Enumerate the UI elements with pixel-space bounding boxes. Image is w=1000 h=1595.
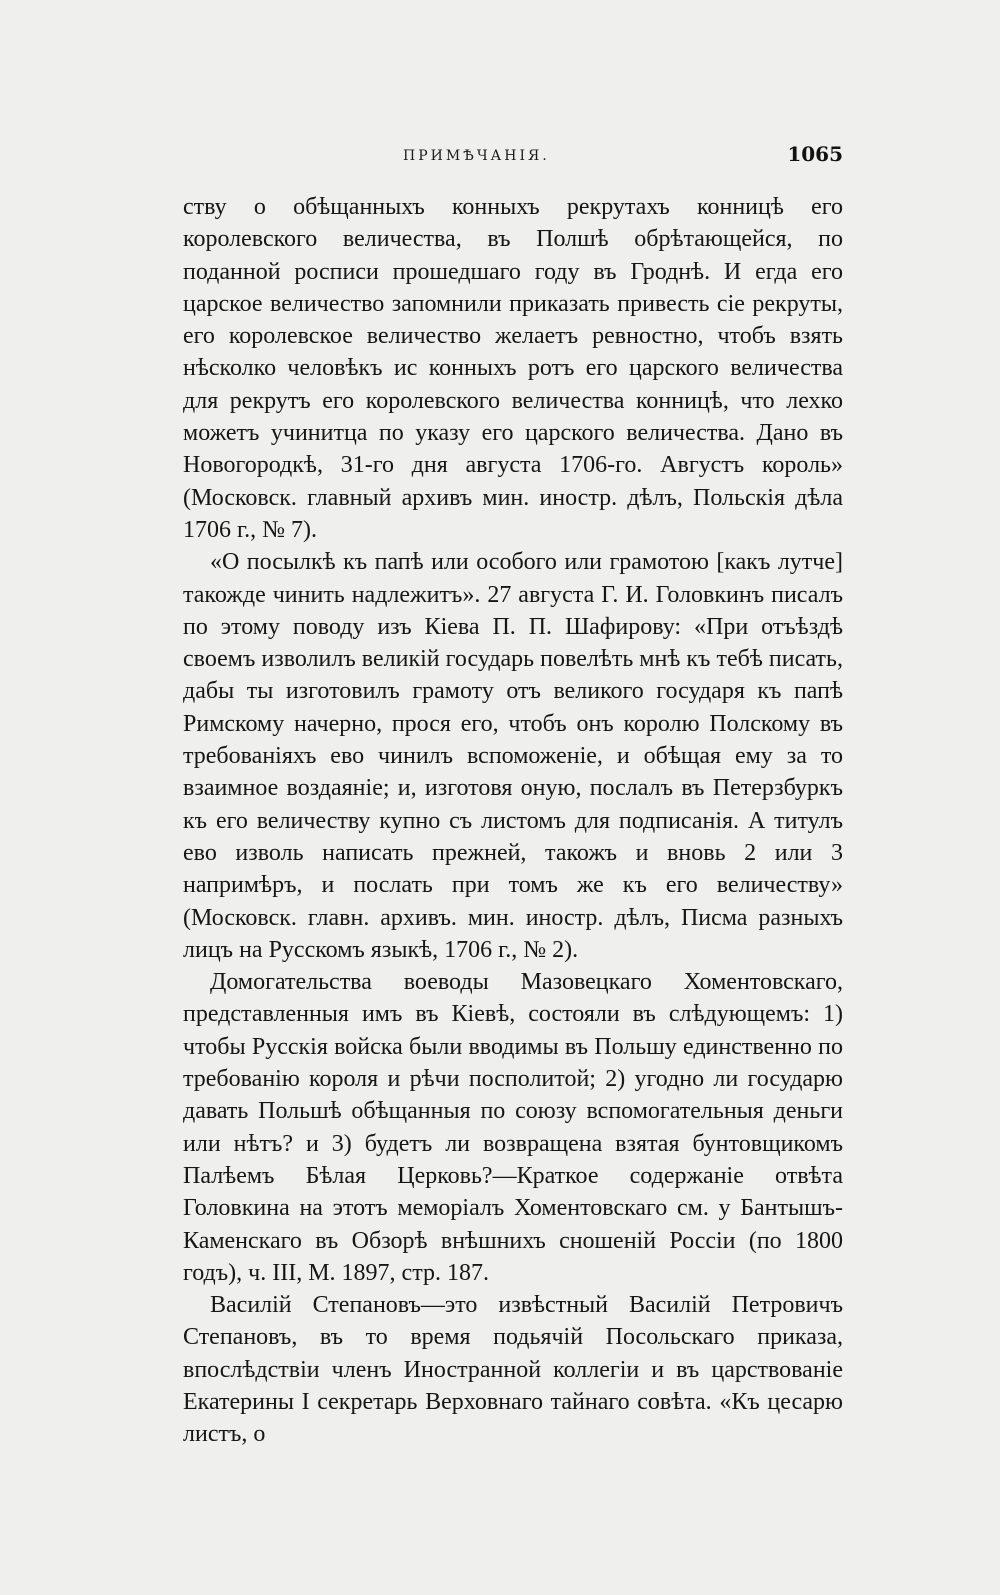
paragraph-posylka: «О посылкѣ къ папѣ или особого или грамотою [какъ лутче] такожде чинить надлежитъ». 27 августа Г. И. Головкинъ писалъ по этому поводу изъ Кіева П. П. Шафирову: «При отъѣздѣ своемъ изволилъ великій государь повелѣть мнѣ къ тебѣ писать, дабы ты изготовилъ грамоту отъ великого государя къ папѣ Римскому начерно, прося его, чтобъ онъ королю Полскому въ требованіяхъ ево чинилъ вспоможеніе, и обѣщая ему за то взаимное воздаяніе; и, изготовя оную, послалъ въ Петерзбуркъ къ его величеству купно съ листомъ для подписанія. А титулъ ево изволь написать прежней, такожъ и вновь 2 или 3 напримѣръ, и послать при томъ же къ его величеству» (Московск. главн. архивъ. мин. иностр. дѣлъ, Писма разныхъ лицъ на Русскомъ языкѣ, 1706 г., № 2). [183, 549, 843, 963]
page-number: 1065 [787, 142, 843, 166]
paragraph-vasiliy-stepanov: Василій Степановъ—это извѣстный Василій Петровичъ Степановъ, въ то время подьячій Посольскаго приказа, впослѣдствіи членъ Иностранной коллегіи и въ царствованіе Екатерины I секретарь Верховнаго тайнаго совѣта. «Къ цесарю листъ, о [183, 1292, 843, 1448]
paragraph-domogatelstva: Домогательства воеводы Мазовецкаго Хоментовскаго, представленныя имъ въ Кіевѣ, состояли въ слѣдующемъ: 1) чтобы Русскія войска были вводимы въ Польшу единственно по требованію короля и рѣчи посполитой; 2) угодно ли государю давать Польшѣ обѣщанныя по союзу вспомогательныя деньги или нѣтъ? и 3) будетъ ли возвращена взятая бунтовщикомъ Палѣемъ Бѣлая Церковь?—Краткое содержаніе отвѣта Головкина на этотъ меморіалъ Хоментовскаго см. у Бантышъ-Каменскаго въ Обзорѣ внѣшнихъ сношеній Россіи (по 1800 годъ), ч. III, М. 1897, стр. 187. [183, 969, 843, 1286]
body-text [183, 191, 843, 1451]
paragraph-continuation: ству о обѣщанныхъ конныхъ рекрутахъ конницѣ его королевского величества, въ Полшѣ обрѣтающейся, по поданной росписи прошедшаго году въ Гроднѣ. И егда его царское величество запомнили приказать привесть сіе рекруты, его королевское величество желаетъ ревностно, чтобъ взять нѣсколко человѣкъ ис конныхъ ротъ его царского величества для рекрутъ его королевского величества конницѣ, что лехко можетъ учинитца по указу его царского величества. Дано въ Новогородкѣ, 31-го дня августа 1706-го. Августъ король» (Московск. главный архивъ мин. иностр. дѣлъ, Польскія дѣла 1706 г., № 7). [183, 194, 843, 543]
running-head: ПРИМѢЧАНІЯ. [403, 148, 550, 164]
page-header [183, 138, 843, 172]
